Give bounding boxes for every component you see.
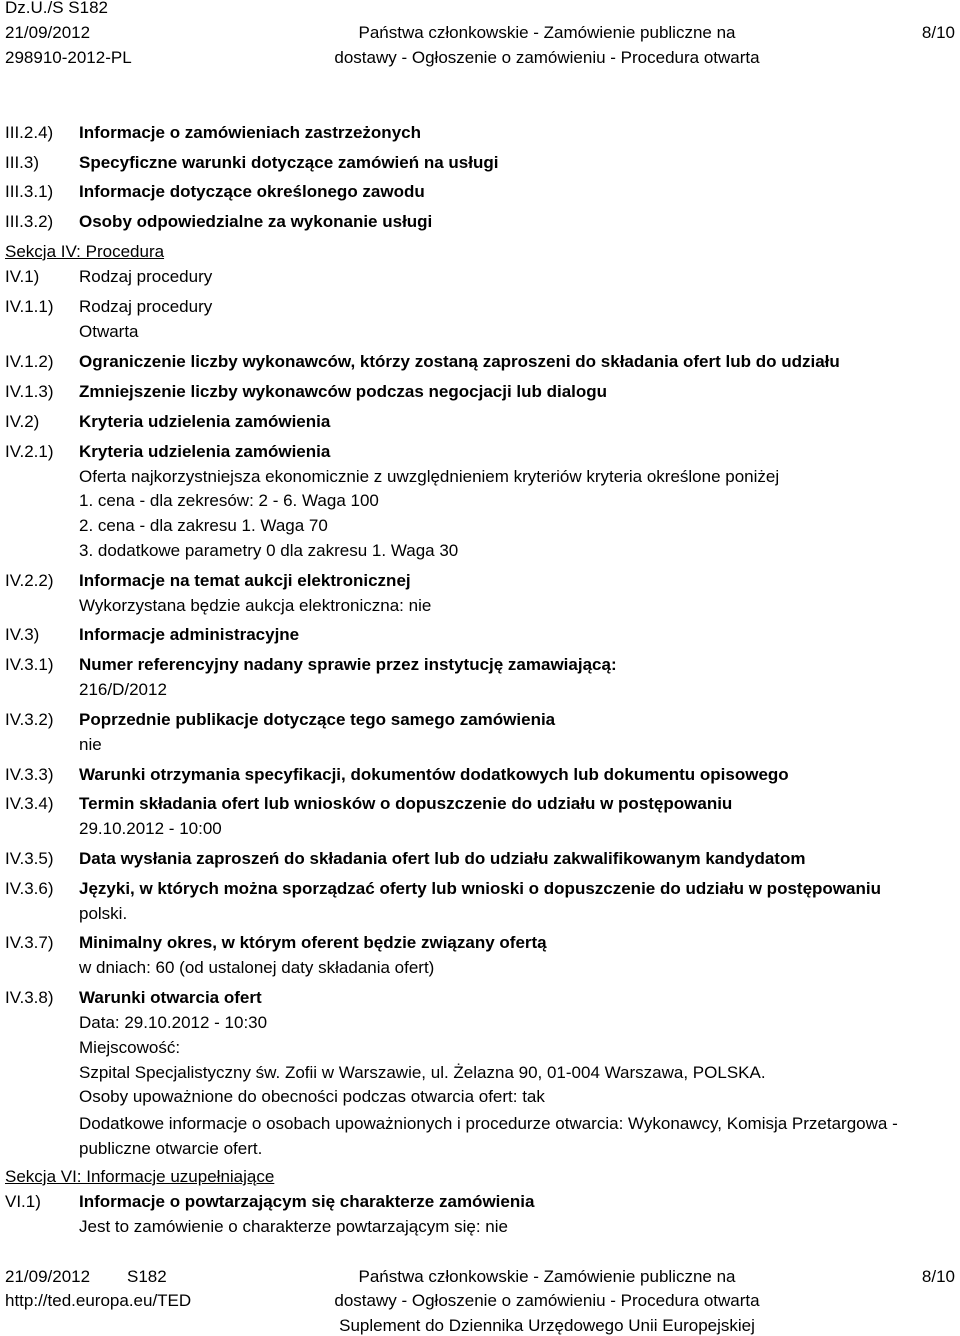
section-heading: Języki, w których można sporządzać oferty lub wnioski o dopuszczenie do udziału w postępowaniu [79,879,881,898]
section-number: IV.2.2) [5,571,54,590]
section-heading: Warunki otrzymania specyfikacji, dokumentów dodatkowych lub dokumentu opisowego [79,765,789,784]
section-value: Szpital Specjalistyczny św. Zofii w Warszawie, ul. Żelazna 90, 01-004 Warszawa, POLSKA. [79,1063,766,1082]
section-value: 1. cena - dla zekresów: 2 - 6. Waga 100 [79,491,379,510]
section-heading: Osoby odpowiedzialne za wykonanie usługi [79,212,433,231]
footer-title-line3: Suplement do Dziennika Urzędowego Unii Europejskiej [339,1316,755,1335]
footer-page: 8/10 [921,1267,955,1286]
section-heading: Kryteria udzielenia zamówienia [79,442,331,461]
section-value: 3. dodatkowe parametry 0 dla zakresu 1. Waga 30 [79,541,459,560]
section-number: IV.1.3) [5,382,54,401]
section-heading: Rodzaj procedury [79,267,213,286]
section-heading: Zmniejszenie liczby wykonawców podczas negocjacji lub dialogu [79,382,608,401]
section-heading: Data wysłania zaproszeń do składania ofert lub do udziału zakwalifikowanym kandydatom [79,849,806,868]
section-number: IV.3.1) [5,655,54,674]
section-value: Dodatkowe informacje o osobach upoważnionych i procedurze otwarcia: Wykonawcy, Komisja Przetargowa - publiczne otwarcie ofert. [79,1114,898,1158]
section-value: Osoby upoważnione do obecności podczas otwarcia ofert: tak [79,1087,545,1106]
section-number: VI.1) [5,1192,41,1211]
footer-url: http://ted.europa.eu/TED [5,1291,192,1310]
footer-date: 21/09/2012 [5,1267,91,1286]
header-title-line1: Państwa członkowskie - Zamówienie publiczne na [358,23,736,42]
section-value: Otwarta [79,322,139,341]
section-heading: Informacje o powtarzającym się charakterze zamówienia [79,1192,535,1211]
section-value: 2. cena - dla zakresu 1. Waga 70 [79,516,328,535]
section-number: III.3) [5,153,40,172]
section-number: IV.3) [5,625,40,644]
footer-title-line2: dostawy - Ogłoszenie o zamówieniu - Procedura otwarta [334,1291,760,1310]
section-number: III.2.4) [5,123,54,142]
section-heading: Informacje o zamówieniach zastrzeżonych [79,123,421,142]
footer-issue: S182 [127,1267,167,1286]
section-number: III.3.1) [5,182,54,201]
section-heading: Informacje administracyjne [79,625,300,644]
section-number: IV.3.3) [5,765,54,784]
section-heading: Informacje dotyczące określonego zawodu [79,182,425,201]
section-value: Data: 29.10.2012 - 10:30 [79,1013,268,1032]
section-number: IV.1) [5,267,40,286]
section-value: nie [79,735,102,754]
section-number: IV.3.4) [5,794,54,813]
section-value: Oferta najkorzystniejsza ekonomicznie z uwzględnieniem kryteriów kryteria określone poniżej [79,467,780,486]
section-heading: Kryteria udzielenia zamówienia [79,412,331,431]
section-heading: Minimalny okres, w którym oferent będzie związany ofertą [79,933,547,952]
header-title-line2: dostawy - Ogłoszenie o zamówieniu - Procedura otwarta [334,48,760,67]
section-number: IV.2) [5,412,40,431]
section-number: IV.2.1) [5,442,54,461]
section-value: 216/D/2012 [79,680,167,699]
section-value: w dniach: 60 (od ustalonej daty składania ofert) [79,958,435,977]
section-number: IV.1.2) [5,352,54,371]
section-number: IV.3.8) [5,988,54,1007]
section-number: IV.1.1) [5,297,54,316]
section-number: IV.3.2) [5,710,54,729]
header-page: 8/10 [921,23,955,42]
section-title-vi: Sekcja VI: Informacje uzupełniające [5,1167,275,1186]
section-number: IV.3.7) [5,933,54,952]
section-value: 29.10.2012 - 10:00 [79,819,222,838]
section-value: Miejscowość: [79,1038,181,1057]
section-heading: Specyficzne warunki dotyczące zamówień na usługi [79,153,499,172]
section-heading: Rodzaj procedury [79,297,213,316]
section-title-iv: Sekcja IV: Procedura [5,242,165,261]
header-ref: 298910-2012-PL [5,48,132,67]
section-heading: Ograniczenie liczby wykonawców, którzy zostaną zaproszeni do składania ofert lub do udziału [79,352,840,371]
section-value: Wykorzystana będzie aukcja elektroniczna: nie [79,596,432,615]
section-number: IV.3.5) [5,849,54,868]
section-number: IV.3.6) [5,879,54,898]
section-heading: Numer referencyjny nadany sprawie przez instytucję zamawiającą: [79,655,617,674]
section-value: polski. [79,904,128,923]
section-number: III.3.2) [5,212,54,231]
section-heading: Poprzednie publikacje dotyczące tego samego zamówienia [79,710,556,729]
footer-title-line1: Państwa członkowskie - Zamówienie publiczne na [358,1267,736,1286]
section-heading: Informacje na temat aukcji elektronicznej [79,571,411,590]
section-value: Jest to zamówienie o charakterze powtarzającym się: nie [79,1217,508,1236]
section-heading: Warunki otwarcia ofert [79,988,262,1007]
header-journal: Dz.U./S S182 [5,0,108,17]
header-date: 21/09/2012 [5,23,91,42]
section-heading: Termin składania ofert lub wniosków o dopuszczenie do udziału w postępowaniu [79,794,733,813]
